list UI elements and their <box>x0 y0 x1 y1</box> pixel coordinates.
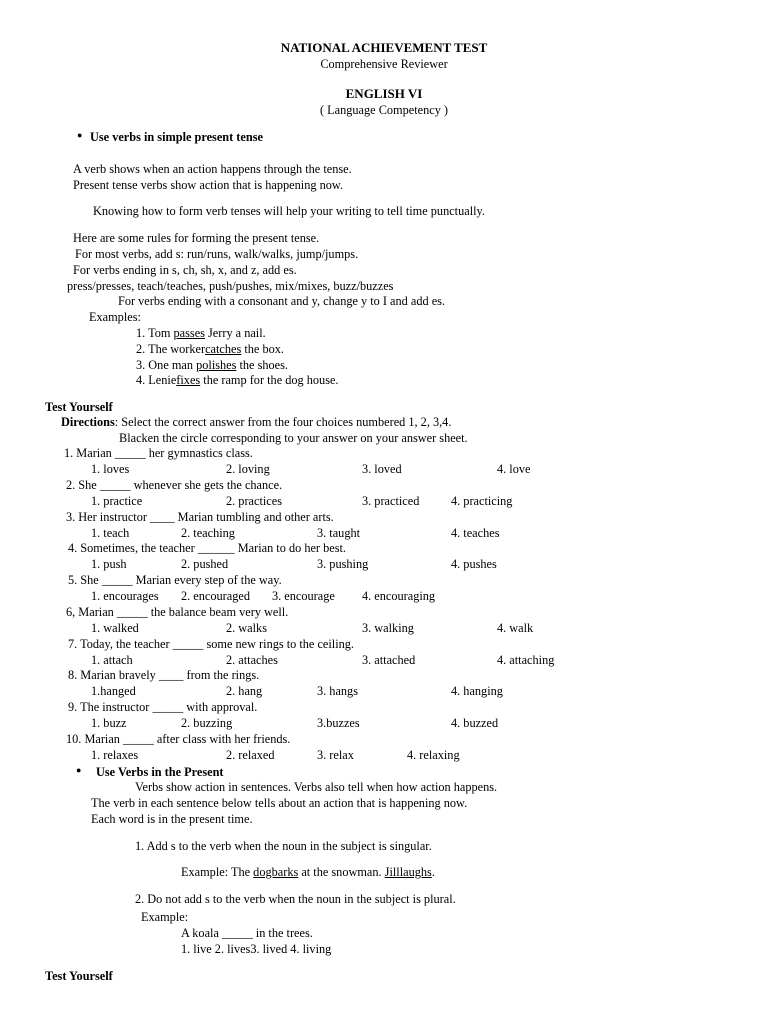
choice: 2. relaxed <box>226 748 275 762</box>
rule-2: For verbs ending in s, ch, sh, x, and z, add es. <box>73 263 297 277</box>
choice: 1. walked <box>91 621 139 635</box>
section2-heading: Use Verbs in the Present <box>96 765 224 779</box>
section1-intro1: A verb shows when an action happens through the tense. <box>73 162 352 176</box>
bullet-icon: ● <box>77 130 83 140</box>
section2-p3: Each word is in the present time. <box>91 812 253 826</box>
rule-3: For verbs ending with a consonant and y, change y to I and add es. <box>118 294 446 308</box>
choice: 1. push <box>91 557 127 571</box>
choice: 3. taught <box>317 526 361 540</box>
choice: 1. practice <box>91 494 143 508</box>
choice: 3. loved <box>362 462 402 476</box>
section2-rule2: 2. Do not add s to the verb when the noun in the subject is plural. <box>135 892 456 906</box>
choice: 4. encouraging <box>362 589 436 603</box>
section2-rule1: 1. Add s to the verb when the noun in the subject is singular. <box>135 839 432 853</box>
choice: 4. attaching <box>497 653 555 667</box>
section1-heading: Use verbs in simple present tense <box>90 130 263 144</box>
choice: 2. buzzing <box>181 716 233 730</box>
choice: 4. hanging <box>451 684 503 698</box>
example-sentence: 1. Tom passes Jerry a nail. <box>136 326 266 340</box>
choice: 1. attach <box>91 653 133 667</box>
choice: 4. practicing <box>451 494 513 508</box>
page-title: NATIONAL ACHIEVEMENT TEST <box>280 40 488 55</box>
choice: 1.hanged <box>91 684 136 698</box>
question: 9. The instructor _____ with approval. <box>68 700 258 714</box>
choice: 1. relaxes <box>91 748 139 762</box>
choice: 1. loves <box>91 462 130 476</box>
section2-example-label: Example: <box>141 910 189 924</box>
rule-1: For most verbs, add s: run/runs, walk/walks, jump/jumps. <box>75 247 359 261</box>
rule-2-examples: press/presses, teach/teaches, push/pushes, mix/mixes, buzz/buzzes <box>67 279 394 293</box>
choice: 3. relax <box>317 748 354 762</box>
choice: 2. pushed <box>181 557 229 571</box>
section1-intro3: Knowing how to form verb tenses will help your writing to tell time punctually. <box>93 204 485 218</box>
section1-intro2: Present tense verbs show action that is happening now. <box>73 178 344 192</box>
choice: 4. pushes <box>451 557 497 571</box>
section2-p1: Verbs show action in sentences. Verbs also tell when how action happens. <box>135 780 498 794</box>
example-sentence: 3. One man polishes the shoes. <box>136 358 288 372</box>
choice: 3. practiced <box>362 494 420 508</box>
section2-example2-choices: 1. live 2. lives3. lived 4. living <box>181 942 332 956</box>
question: 3. Her instructor ____ Marian tumbling and other arts. <box>66 510 334 524</box>
question: 6, Marian _____ the balance beam very well. <box>66 605 289 619</box>
grade-title: ENGLISH VI <box>345 86 423 101</box>
choice: 2. encouraged <box>181 589 250 603</box>
choice: 3. pushing <box>317 557 369 571</box>
choice: 4. relaxing <box>407 748 460 762</box>
question: 2. She _____ whenever she gets the chance. <box>66 478 283 492</box>
examples-label: Examples: <box>89 310 141 324</box>
choice: 3. hangs <box>317 684 358 698</box>
choice: 4. walk <box>497 621 534 635</box>
test-heading: Test Yourself <box>45 969 113 983</box>
choice: 2. hang <box>226 684 263 698</box>
choice: 1. encourages <box>91 589 159 603</box>
choice: 4. buzzed <box>451 716 499 730</box>
section2-p2: The verb in each sentence below tells about an action that is happening now. <box>91 796 468 810</box>
choice: 4. teaches <box>451 526 500 540</box>
question: 1. Marian _____ her gymnastics class. <box>64 446 253 460</box>
choice: 2. loving <box>226 462 270 476</box>
question: 7. Today, the teacher _____ some new rings to the ceiling. <box>68 637 354 651</box>
section2-example2: A koala _____ in the trees. <box>181 926 313 940</box>
directions: Directions: Select the correct answer from the four choices numbered 1, 2, 3,4. <box>61 415 452 429</box>
choice: 2. attaches <box>226 653 278 667</box>
choice: 3. encourage <box>272 589 335 603</box>
choice: 1. teach <box>91 526 130 540</box>
directions-line2: Blacken the circle corresponding to your answer on your answer sheet. <box>119 431 468 445</box>
choice: 2. walks <box>226 621 267 635</box>
test-heading: Test Yourself <box>45 400 113 414</box>
choice: 2. teaching <box>181 526 235 540</box>
example-sentence: 2. The workercatches the box. <box>136 342 284 356</box>
question: 10. Marian _____ after class with her friends. <box>66 732 291 746</box>
choice: 2. practices <box>226 494 282 508</box>
question: 8. Marian bravely ____ from the rings. <box>68 668 260 682</box>
section2-example1: Example: The dogbarks at the snowman. Jilllaughs. <box>181 865 435 879</box>
choice: 1. buzz <box>91 716 127 730</box>
choice: 3. attached <box>362 653 416 667</box>
choice: 3. walking <box>362 621 414 635</box>
competency-title: ( Language Competency ) <box>319 103 449 117</box>
question: 4. Sometimes, the teacher ______ Marian to do her best. <box>68 541 346 555</box>
bullet-icon: ● <box>76 765 82 775</box>
page-subtitle: Comprehensive Reviewer <box>320 57 448 71</box>
example-sentence: 4. Leniefixes the ramp for the dog house. <box>136 373 339 387</box>
rules-intro: Here are some rules for forming the present tense. <box>73 231 320 245</box>
question: 5. She _____ Marian every step of the way. <box>68 573 282 587</box>
choice: 4. love <box>497 462 531 476</box>
choice: 3.buzzes <box>317 716 360 730</box>
